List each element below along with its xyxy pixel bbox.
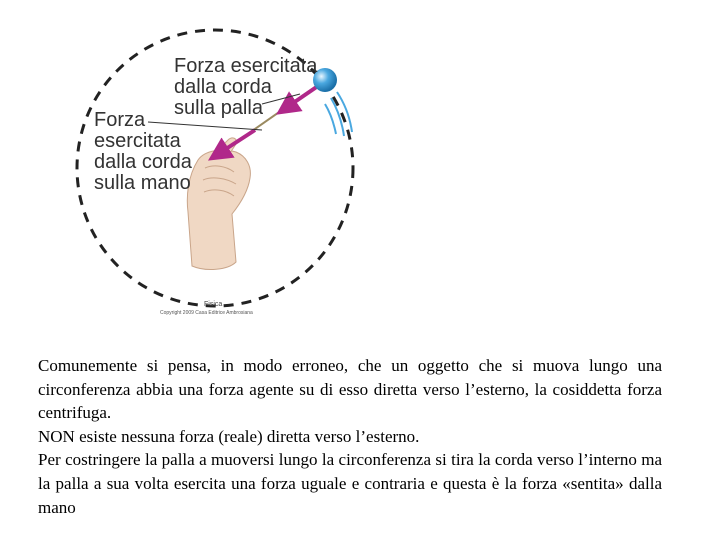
paragraph: Per costringere la palla a muoversi lungo la circonferenza si tira la corda verso l’interno ma la palla a sua volta esercita una forza uguale e contraria e questa è la forza «sentita» dalla mano — [38, 450, 662, 517]
caption-title: Fisica — [204, 301, 223, 308]
label-ball-force: Forza esercitata dalla corda sulla palla — [174, 55, 318, 119]
explanation-text — [38, 354, 662, 519]
paragraph: Comunemente si pensa, in modo erroneo, che un oggetto che si muova lungo una circonferenza abbia una forza agente su di esso diretta verso l’esterno, la cosiddetta forza centrifuga. — [38, 356, 662, 423]
paragraph: NON esiste nessuna forza (reale) diretta verso l’esterno. — [38, 426, 420, 446]
leader-line-hand-label — [148, 122, 262, 130]
force-on-ball-arrow — [280, 86, 318, 112]
motion-lines — [325, 92, 352, 136]
label-hand-force: Forza esercitata dalla corda sulla mano — [94, 109, 192, 194]
caption-copyright: Copyright 2009 Casa Editrice Ambrosiana — [160, 310, 253, 316]
